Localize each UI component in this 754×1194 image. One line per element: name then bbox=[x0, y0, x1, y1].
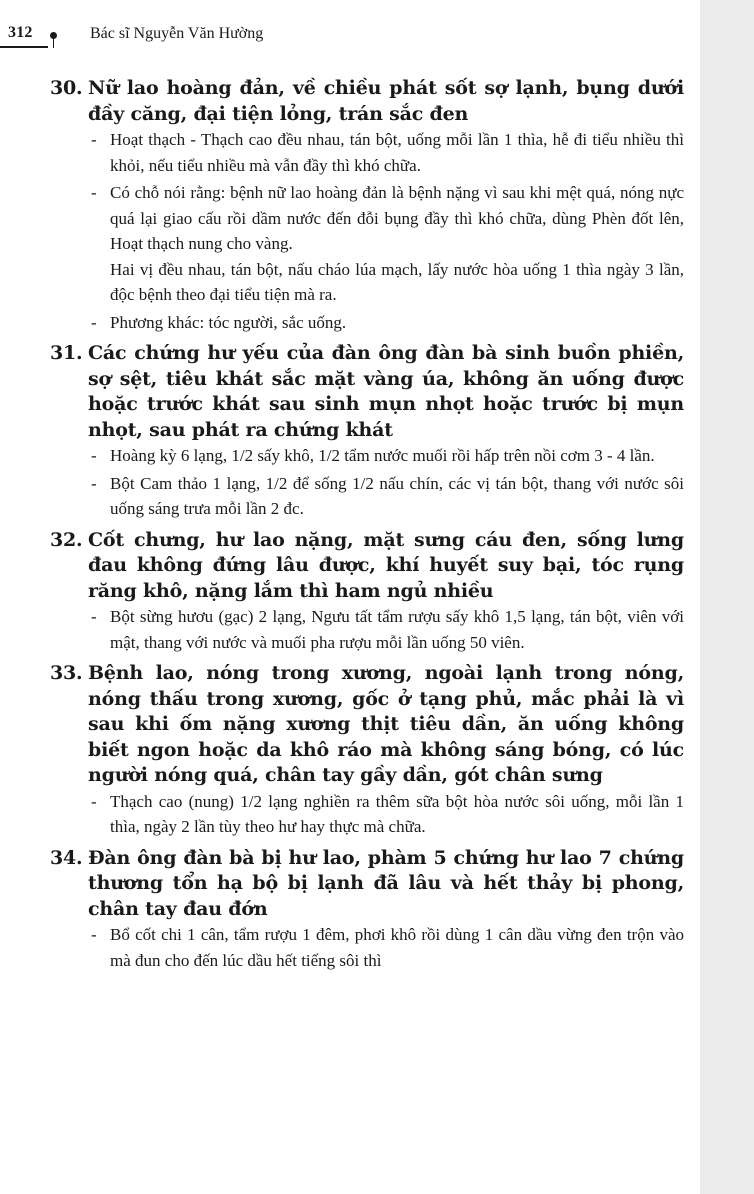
header-rule bbox=[0, 46, 48, 48]
entry-number: 33. bbox=[50, 662, 83, 684]
entry-34 bbox=[50, 846, 684, 974]
item-dash: - bbox=[91, 130, 97, 149]
remedy-text: Bột sừng hươu (gạc) 2 lạng, Ngưu tất tẩm rượu sấy khô 1,5 lạng, tán bột, viên với mật, thang với nước và muối pha rượu mỗi lần uống 50 viên. bbox=[110, 607, 684, 652]
entry-number: 31. bbox=[50, 342, 83, 364]
remedy-text: Hoàng kỳ 6 lạng, 1/2 sấy khô, 1/2 tẩm nước muối rồi hấp trên nồi cơm 3 - 4 lần. bbox=[110, 446, 655, 465]
entry-heading bbox=[50, 341, 684, 443]
header-ornament-stem bbox=[53, 38, 54, 48]
entry-heading bbox=[50, 76, 684, 127]
header-author: Bác sĩ Nguyễn Văn Hường bbox=[90, 25, 264, 42]
page-number: 312 bbox=[8, 24, 33, 41]
remedy-continuation bbox=[50, 257, 684, 308]
remedy-item bbox=[50, 471, 684, 522]
page-content bbox=[50, 76, 684, 973]
entry-title-text: Cốt chưng, hư lao nặng, mặt sưng cáu đen, sống lưng đau không đứng lâu được, khí huyết suy bại, tóc rụng răng khô, nặng lắm thì ham ngủ nhiều bbox=[88, 528, 684, 602]
entry-31 bbox=[50, 341, 684, 522]
entry-title-text: Bệnh lao, nóng trong xương, ngoài lạnh trong nóng, nóng thấu trong xương, gốc ở tạng phủ, mắc phải là vì sau khi ốm nặng xương thịt tiêu dần, ăn uống không biết ngon hoặc da khô ráo mà không sáng bóng, có lúc người nóng quá, chân tay gầy dần, gót chân sưng bbox=[88, 662, 684, 786]
remedy-item bbox=[50, 922, 684, 973]
item-dash: - bbox=[91, 925, 97, 944]
entry-number: 34. bbox=[50, 846, 83, 869]
item-dash: - bbox=[91, 607, 97, 626]
remedy-item bbox=[50, 310, 684, 336]
remedy-text: Phương khác: tóc người, sắc uống. bbox=[110, 312, 347, 332]
item-dash: - bbox=[91, 312, 97, 332]
entry-number: 30. bbox=[50, 77, 83, 99]
entry-title-text: Đàn ông đàn bà bị hư lao, phàm 5 chứng hư lao 7 chứng thương tổn hạ bộ bị lạnh đã lâu và hết thảy bị phong, chân tay đau đớn bbox=[88, 846, 684, 920]
remedy-text: Hoạt thạch - Thạch cao đều nhau, tán bột, uống mỗi lần 1 thìa, hễ đi tiểu nhiều thì khỏi, nếu tiểu nhiều mà vẫn đầy thì khó chữa. bbox=[110, 130, 684, 175]
entry-33 bbox=[50, 661, 684, 840]
remedy-item bbox=[50, 604, 684, 655]
remedy-text: Có chỗ nói rằng: bệnh nữ lao hoàng đản là bệnh nặng vì sau khi mệt quá, nóng nực quá lại giao cấu rồi dầm nước đến đỗi bụng đầy thì khó chữa, dùng Phèn đốt lên, Hoạt thạch nung cho vàng. bbox=[110, 183, 684, 253]
remedy-item bbox=[50, 789, 684, 840]
remedy-item bbox=[50, 180, 684, 257]
remedy-item bbox=[50, 443, 684, 469]
entry-30 bbox=[50, 76, 684, 335]
item-dash: - bbox=[91, 791, 97, 811]
entry-heading bbox=[50, 661, 684, 789]
entry-title-text: Nữ lao hoàng đản, về chiều phát sốt sợ lạnh, bụng dưới đầy căng, đại tiện lỏng, trán sắc đen bbox=[88, 77, 684, 125]
item-dash: - bbox=[91, 446, 97, 465]
entry-title-text: Các chứng hư yếu của đàn ông đàn bà sinh buồn phiền, sợ sệt, tiêu khát sắc mặt vàng úa, không ăn uống được hoặc trước khát sau sinh mụn nhọt hoặc trước bị mụn nhọt, sau phát ra chứng khát bbox=[88, 342, 684, 441]
entry-heading bbox=[50, 846, 684, 923]
item-dash: - bbox=[91, 183, 97, 202]
remedy-text: Bổ cốt chi 1 cân, tẩm rượu 1 đêm, phơi khô rồi dùng 1 cân dầu vừng đen trộn vào mà đun cho đến lúc dầu hết tiếng sôi thì bbox=[110, 925, 684, 970]
remedy-text: Thạch cao (nung) 1/2 lạng nghiền ra thêm sữa bột hòa nước sôi uống, mỗi lần 1 thìa, ngày 2 lần tùy theo hư hay thực mà chữa. bbox=[110, 791, 684, 836]
remedy-text: Hai vị đều nhau, tán bột, nấu cháo lúa mạch, lấy nước hòa uống 1 thìa ngày 3 lần, độc bệnh theo đại tiểu tiện mà ra. bbox=[110, 259, 684, 304]
entry-32 bbox=[50, 528, 684, 656]
remedy-text: Bột Cam thảo 1 lạng, 1/2 để sống 1/2 nấu chín, các vị tán bột, thang với nước sôi uống sáng trưa mỗi lần 2 đc. bbox=[110, 473, 684, 518]
page-margin-background bbox=[700, 0, 754, 1194]
item-dash: - bbox=[91, 473, 97, 493]
remedy-item bbox=[50, 127, 684, 178]
entry-heading bbox=[50, 528, 684, 605]
running-header bbox=[0, 24, 700, 48]
entry-number: 32. bbox=[50, 528, 83, 551]
